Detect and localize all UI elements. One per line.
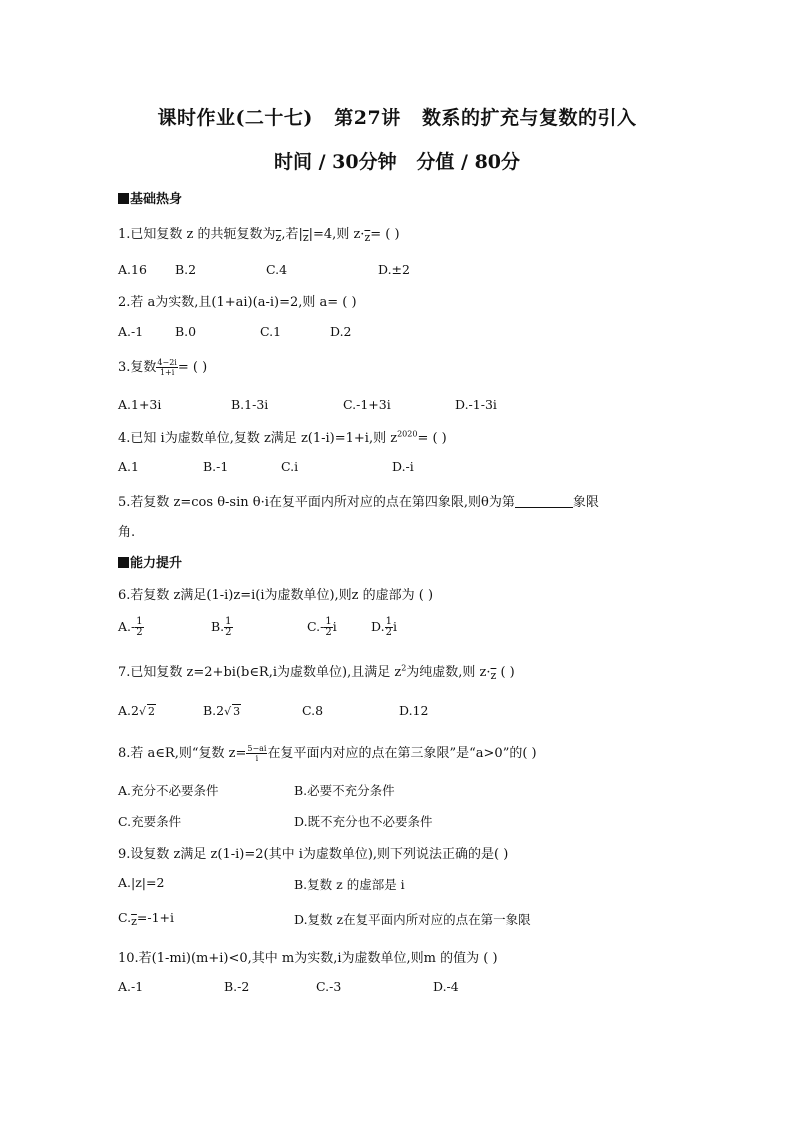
q10-option-b: B.-2 <box>224 979 250 994</box>
q3-option-a: A.1+3i <box>118 397 162 412</box>
square-bullet-icon <box>118 557 129 568</box>
q4-option-d: D.-i <box>392 459 414 474</box>
section-advanced <box>118 552 182 571</box>
conjugate-z: z <box>302 231 309 244</box>
q4-option-a: A.1 <box>118 459 139 474</box>
question-8: 8.若 a∈R,则“复数 z= $\frac{5-ai}{i}$ 在复平面内对应的点在第三象限”是“a>0”的( ) <box>118 744 537 763</box>
q8-fraction: $\frac{5-ai}{i}$ <box>247 744 267 763</box>
question-6: 6.若复数 z满足(1-i)z=i(i为虚数单位),则z 的虚部为 ( ) <box>118 588 434 603</box>
q9-option-d: D.复数 z在复平面内所对应的点在第一象限 <box>294 912 531 927</box>
q8-option-d: D.既不充分也不必要条件 <box>294 814 433 829</box>
q6-option-a: A.- $\frac{1}{2}$ <box>118 616 143 638</box>
q7-option-a: A.2√ 2 <box>118 703 155 718</box>
q9-option-c: $C.\overline{z}=-1+i$ <box>118 910 175 928</box>
conjugate-z: z <box>490 669 497 682</box>
q8-option-c: C.充要条件 <box>118 814 182 829</box>
q1-option-b: B.2 <box>175 262 197 277</box>
square-bullet-icon <box>118 193 129 204</box>
q6-option-b: B. $\frac{1}{2}$ <box>211 616 232 638</box>
q2-option-b: B.0 <box>175 324 197 339</box>
question-10: 10.若(1-mi)(m+i)<0,其中 m为实数,i为虚数单位,则m 的值为 ( ) <box>118 951 498 966</box>
conjugate-z: $\overline{z}$ <box>131 915 137 928</box>
q3-option-b: B.1-3i <box>231 397 269 412</box>
page-title: 课时作业(二十七) 第27讲 数系的扩充与复数的引入 <box>157 107 637 129</box>
time-score-line: 时间 / 30分钟 分值 / 80分 <box>273 151 521 173</box>
q10-option-a: A.-1 <box>118 979 144 994</box>
conjugate-z: z <box>275 231 282 244</box>
q6-option-d: D. $\frac{1}{2}$ i <box>371 616 397 638</box>
question-9: 9.设复数 z满足 z(1-i)=2(其中 i为虚数单位),则下列说法正确的是( ) <box>118 847 509 862</box>
q8-option-b: B.必要不充分条件 <box>294 783 395 798</box>
q2-option-d: D.2 <box>330 324 352 339</box>
q3-fraction: $\frac{4-2i}{1+i}$ <box>157 358 177 377</box>
q1-option-c: C.4 <box>266 262 288 277</box>
q8-option-a: A.充分不必要条件 <box>118 783 219 798</box>
question-5-continued: 角. <box>118 525 136 540</box>
q3-option-c: C.-1+3i <box>343 397 391 412</box>
q7-option-d: D.12 <box>399 703 429 718</box>
q7-option-b: B.2√ 3 <box>203 703 241 718</box>
q6-option-c: C.- $\frac{1}{2}$ i <box>307 616 337 638</box>
question-7: 7.已知复数 z=2+bi(b∈R,i为虚数单位),且满足 $z^2$为纯虚数,则 $z\cdot_{\overline{z}}$ ( ) <box>118 663 515 682</box>
q10-option-c: C.-3 <box>316 979 342 994</box>
q9-option-b: B.复数 z 的虚部是 i <box>294 877 405 892</box>
q10-option-d: D.-4 <box>433 979 459 994</box>
answer-blank <box>515 507 573 508</box>
question-4: 4.已知 i为虚数单位,复数 z满足 z(1-i)=1+i,则 $z^{2020}=$ ( ) <box>118 429 447 446</box>
q4-option-b: B.-1 <box>203 459 229 474</box>
section-basic-label: 基础热身 <box>130 192 183 207</box>
question-3: 3.复数 $\frac{4-2i}{1+i}$ = ( ) <box>118 358 208 377</box>
q1-option-d: D.±2 <box>378 262 410 277</box>
q2-option-a: A.-1 <box>118 324 144 339</box>
q2-option-c: C.1 <box>260 324 282 339</box>
q4-option-c: C.i <box>281 459 299 474</box>
section-basic <box>118 188 182 207</box>
q1-option-a: A.16 <box>118 262 147 277</box>
question-2: 2.若 a为实数,且(1+ai)(a-i)=2,则 a= ( ) <box>118 295 357 310</box>
conjugate-z: z <box>364 231 371 244</box>
section-advanced-label: 能力提升 <box>130 556 183 571</box>
q9-option-a: A.|z|=2 <box>118 875 165 890</box>
q3-option-d: D.-1-3i <box>455 397 497 412</box>
question-5: 5.若复数 z=cos θ-sin θ·i在复平面内所对应的点在第四象限,则θ为第 象限 <box>118 495 599 510</box>
question-1: 1.已知复数 z 的共轭复数为$_{\overline{z}}$,若$|_{\overline{z}}|=4$,则 $z\cdot_{\overline{z}}=$ ( ) <box>118 227 400 244</box>
q7-option-c: C.8 <box>302 703 324 718</box>
